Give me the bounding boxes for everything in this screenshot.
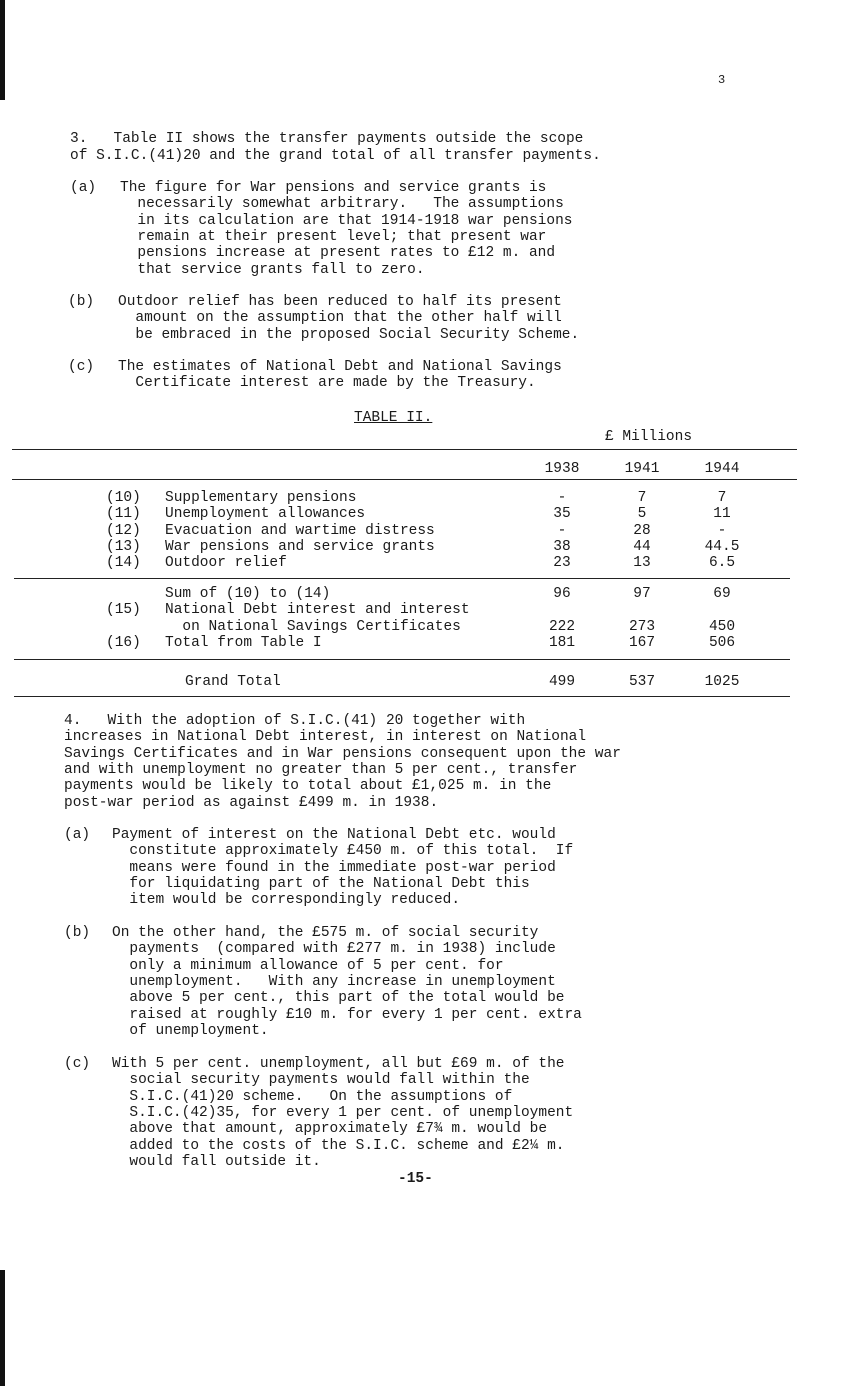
- note-line: in its calculation are that 1914-1918 war pensions: [120, 212, 573, 229]
- paragraph-line: of S.I.C.(41)20 and the grand total of all transfer payments.: [70, 148, 601, 164]
- cell-value: 35: [553, 506, 571, 523]
- cell-value: 28: [633, 522, 651, 539]
- grand-total-label: Grand Total: [185, 674, 281, 690]
- row-label: Supplementary pensions: [165, 490, 357, 506]
- cell-value: 44.5: [704, 538, 740, 555]
- row-label: National Debt interest and interest: [165, 602, 470, 619]
- note-label: (a): [70, 180, 97, 196]
- column-header: 1944: [704, 461, 740, 477]
- note-label: (b): [68, 294, 95, 310]
- scan-edge-mark-bottom: [0, 1270, 5, 1386]
- cell-value: 181: [548, 634, 576, 651]
- note-label: (c): [68, 359, 95, 375]
- row-number: (12): [106, 522, 141, 539]
- note-label: (b): [64, 925, 91, 941]
- row-number: (14): [106, 555, 141, 572]
- note-line: of unemployment.: [112, 1022, 269, 1039]
- paragraph-line: 3. Table II shows the transfer payments outside the scope: [70, 131, 584, 147]
- grand-total-value: 537: [628, 674, 656, 690]
- cell-value: 7: [637, 490, 647, 506]
- cell-value: 23: [553, 555, 571, 572]
- row-label: Total from Table I: [165, 634, 322, 651]
- note-line: Outdoor relief has been reduced to half its present: [118, 294, 562, 310]
- note-line: remain at their present level; that present war: [120, 228, 547, 245]
- cell-value: -: [557, 490, 567, 506]
- note-line: unemployment. With any increase in unemployment: [112, 973, 556, 990]
- note-line: for liquidating part of the National Debt this: [112, 875, 530, 892]
- note-line: payments (compared with £277 m. in 1938) include: [112, 941, 556, 958]
- paragraph-line: Savings Certificates and in War pensions consequent upon the war: [64, 745, 621, 762]
- cell-value: 506: [708, 634, 736, 651]
- row-label: Unemployment allowances: [165, 506, 366, 523]
- cell-value: 5: [637, 506, 647, 523]
- grand-total-value: 1025: [704, 674, 740, 690]
- note-line: constitute approximately £450 m. of this total. If: [112, 843, 574, 860]
- note-line: that service grants fall to zero.: [120, 261, 425, 278]
- note-label: (a): [64, 827, 91, 843]
- note-line: be embraced in the proposed Social Security Scheme.: [118, 326, 580, 343]
- table-unit: £ Millions: [605, 429, 693, 445]
- cell-value: -: [557, 522, 567, 539]
- cell-value: 96: [553, 586, 571, 602]
- cell-value: 69: [713, 586, 731, 602]
- column-header: 1941: [624, 461, 660, 477]
- cell-value: 222: [548, 618, 576, 635]
- paragraph-line: post-war period as against £499 m. in 1938.: [64, 794, 439, 811]
- row-number: (15): [106, 602, 141, 619]
- row-label: Evacuation and wartime distress: [165, 522, 435, 539]
- paragraph-line: and with unemployment no greater than 5 per cent., transfer: [64, 761, 578, 778]
- paragraph-line: payments would be likely to total about £1,025 m. in the: [64, 778, 552, 795]
- note-line: The figure for War pensions and service grants is: [120, 180, 547, 196]
- table-rule: [12, 449, 797, 450]
- cell-value: 44: [633, 538, 651, 555]
- note-line: With 5 per cent. unemployment, all but £69 m. of the: [112, 1056, 565, 1072]
- table-rule: [12, 479, 797, 480]
- table-rule: [14, 578, 790, 579]
- column-header: 1938: [544, 461, 580, 477]
- note-line: above that amount, approximately £7¾ m. would be: [112, 1121, 548, 1138]
- row-number: (13): [106, 538, 141, 555]
- row-label: on National Savings Certificates: [165, 618, 461, 635]
- note-line: social security payments would fall within the: [112, 1072, 530, 1089]
- note-line: Certificate interest are made by the Treasury.: [118, 375, 536, 392]
- grand-total-value: 499: [548, 674, 576, 690]
- table-rule: [14, 659, 790, 660]
- page-mark: 3: [718, 73, 726, 87]
- row-number: (11): [106, 506, 141, 523]
- note-line: Payment of interest on the National Debt etc. would: [112, 827, 556, 843]
- paragraph-line: increases in National Debt interest, in interest on National: [64, 729, 587, 746]
- note-line: above 5 per cent., this part of the total would be: [112, 990, 565, 1007]
- note-line: On the other hand, the £575 m. of social security: [112, 925, 539, 941]
- note-line: pensions increase at present rates to £12 m. and: [120, 245, 556, 262]
- note-line: item would be correspondingly reduced.: [112, 892, 461, 909]
- note-line: S.I.C.(41)20 scheme. On the assumptions of: [112, 1088, 513, 1105]
- paragraph-line: 4. With the adoption of S.I.C.(41) 20 together with: [64, 713, 526, 729]
- table-title: TABLE II.: [354, 410, 433, 426]
- cell-value: 273: [628, 618, 656, 635]
- cell-value: 7: [717, 490, 727, 506]
- note-line: amount on the assumption that the other half will: [118, 310, 562, 327]
- note-line: raised at roughly £10 m. for every 1 per cent. extra: [112, 1006, 582, 1023]
- note-line: necessarily somewhat arbitrary. The assumptions: [120, 196, 564, 213]
- row-label: Outdoor relief: [165, 555, 287, 572]
- cell-value: 38: [553, 538, 571, 555]
- note-line: S.I.C.(42)35, for every 1 per cent. of unemployment: [112, 1104, 574, 1121]
- note-line: only a minimum allowance of 5 per cent. for: [112, 957, 504, 974]
- row-label: Sum of (10) to (14): [165, 586, 331, 602]
- cell-value: 167: [628, 634, 656, 651]
- scan-edge-mark-top: [0, 0, 5, 100]
- note-line: added to the costs of the S.I.C. scheme and £2¼ m.: [112, 1137, 565, 1154]
- row-number: (16): [106, 634, 141, 651]
- cell-value: 97: [633, 586, 651, 602]
- note-line: means were found in the immediate post-war period: [112, 859, 556, 876]
- note-label: (c): [64, 1056, 91, 1072]
- page-number: -15-: [398, 1171, 433, 1187]
- cell-value: -: [717, 522, 727, 539]
- cell-value: 13: [633, 555, 651, 572]
- row-label: War pensions and service grants: [165, 538, 435, 555]
- cell-value: 450: [708, 618, 736, 635]
- cell-value: 6.5: [708, 555, 736, 572]
- cell-value: 11: [713, 506, 731, 523]
- note-line: The estimates of National Debt and National Savings: [118, 359, 562, 375]
- table-rule: [14, 696, 790, 697]
- row-number: (10): [106, 490, 141, 506]
- note-line: would fall outside it.: [112, 1153, 321, 1170]
